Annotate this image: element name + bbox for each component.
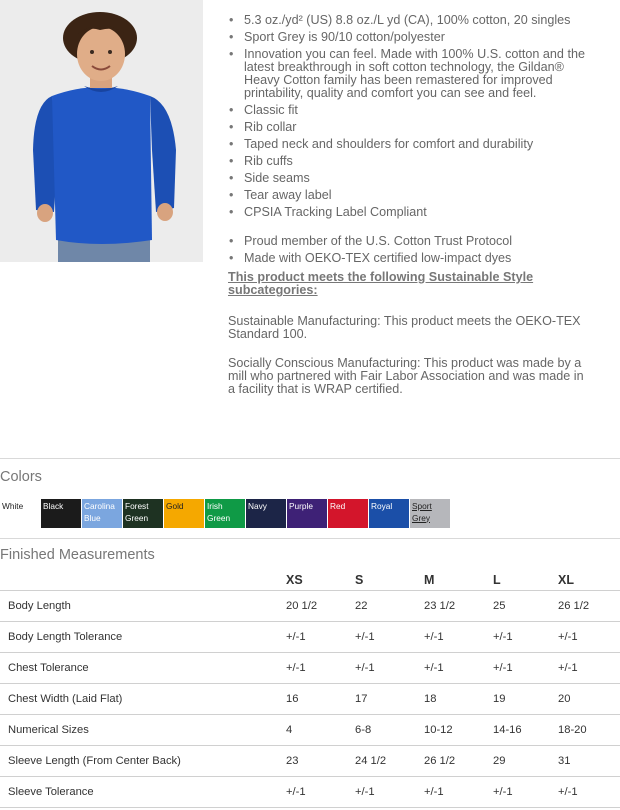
row-label: Chest Tolerance xyxy=(0,653,286,684)
feature-item: • Rib cuffs xyxy=(244,155,590,168)
sustainability-item: • Proud member of the U.S. Cotton Trust Protocol xyxy=(244,235,590,248)
measurement-cell: +/-1 xyxy=(424,622,493,653)
row-label: Chest Width (Laid Flat) xyxy=(0,684,286,715)
measurement-cell: 20 1/2 xyxy=(286,591,355,622)
measurement-cell: 26 1/2 xyxy=(424,746,493,777)
measurement-cell: 23 1/2 xyxy=(424,591,493,622)
color-swatch-label: Royal xyxy=(371,501,393,511)
measurement-cell: +/-1 xyxy=(558,777,620,808)
feature-list xyxy=(228,14,590,219)
feature-item: • Innovation you can feel. Made with 100% U.S. cotton and the latest breakthrough in soft cotton technology, the Gildan® Heavy Cotton family has been remastered for improved printability, quality and comfort you can see and feel. xyxy=(244,48,590,100)
color-swatch-list xyxy=(0,499,451,528)
table-row xyxy=(0,622,620,653)
color-swatch-white[interactable] xyxy=(0,499,40,528)
measurement-cell: 25 xyxy=(493,591,558,622)
table-row xyxy=(0,777,620,808)
color-swatch-label: Purple xyxy=(289,501,313,511)
color-swatch-carolina-blue[interactable] xyxy=(82,499,122,528)
feature-item: • Tear away label xyxy=(244,189,590,202)
feature-item: • Rib collar xyxy=(244,121,590,134)
measurement-cell: 26 1/2 xyxy=(558,591,620,622)
color-swatch-black[interactable] xyxy=(41,499,81,528)
label-column-header xyxy=(0,570,286,591)
color-swatch-royal[interactable] xyxy=(369,499,409,528)
table-row xyxy=(0,684,620,715)
measurement-cell: +/-1 xyxy=(493,622,558,653)
sustainability-item: • Made with OEKO-TEX certified low-impact dyes xyxy=(244,252,590,265)
measurement-cell: 6-8 xyxy=(355,715,424,746)
row-label: Sleeve Length (From Center Back) xyxy=(0,746,286,777)
measurement-cell: +/-1 xyxy=(286,622,355,653)
color-swatch-label: Forest Green xyxy=(125,501,149,523)
color-swatch-sport-grey[interactable] xyxy=(410,499,450,528)
color-swatch-label: Black xyxy=(43,501,64,511)
measurement-cell: +/-1 xyxy=(286,777,355,808)
color-swatch-purple[interactable] xyxy=(287,499,327,528)
size-header-s: S xyxy=(355,570,424,591)
measurement-cell: 19 xyxy=(493,684,558,715)
product-description xyxy=(228,14,590,412)
measurement-cell: 16 xyxy=(286,684,355,715)
measurement-cell: 10-12 xyxy=(424,715,493,746)
color-swatch-irish-green[interactable] xyxy=(205,499,245,528)
size-header-xs: XS xyxy=(286,570,355,591)
measurement-cell: 18 xyxy=(424,684,493,715)
color-swatch-forest-green[interactable] xyxy=(123,499,163,528)
measurement-cell: +/-1 xyxy=(424,653,493,684)
measurements-table xyxy=(0,570,620,808)
row-label: Body Length Tolerance xyxy=(0,622,286,653)
feature-item: • Sport Grey is 90/10 cotton/polyester xyxy=(244,31,590,44)
measurement-cell: 17 xyxy=(355,684,424,715)
size-header-xl: XL xyxy=(558,570,620,591)
table-header-row xyxy=(0,570,620,591)
color-swatch-label: Gold xyxy=(166,501,184,511)
measurement-cell: 31 xyxy=(558,746,620,777)
feature-item: • Side seams xyxy=(244,172,590,185)
sustainability-list xyxy=(228,235,590,265)
measurement-cell: 18-20 xyxy=(558,715,620,746)
size-header-l: L xyxy=(493,570,558,591)
color-swatch-gold[interactable] xyxy=(164,499,204,528)
measurement-cell: +/-1 xyxy=(558,653,620,684)
color-swatch-label: Carolina Blue xyxy=(84,501,115,523)
color-swatch-navy[interactable] xyxy=(246,499,286,528)
measurement-cell: +/-1 xyxy=(355,777,424,808)
measurement-cell: 14-16 xyxy=(493,715,558,746)
feature-item: • Taped neck and shoulders for comfort and durability xyxy=(244,138,590,151)
model-in-royal-longsleeve-image xyxy=(0,0,203,262)
colors-title: Colors xyxy=(0,469,42,485)
row-label: Sleeve Tolerance xyxy=(0,777,286,808)
measurement-cell: +/-1 xyxy=(355,622,424,653)
measurement-cell: 29 xyxy=(493,746,558,777)
measurements-title: Finished Measurements xyxy=(0,547,155,563)
color-swatch-label: Sport Grey xyxy=(412,501,432,523)
measurement-cell: 20 xyxy=(558,684,620,715)
table-row xyxy=(0,746,620,777)
measurement-cell: +/-1 xyxy=(493,777,558,808)
table-row xyxy=(0,653,620,684)
section-divider xyxy=(0,458,620,459)
feature-item: • Classic fit xyxy=(244,104,590,117)
row-label: Numerical Sizes xyxy=(0,715,286,746)
color-swatch-label: White xyxy=(2,501,24,511)
measurement-cell: +/-1 xyxy=(424,777,493,808)
feature-item: • CPSIA Tracking Label Compliant xyxy=(244,206,590,219)
color-swatch-label: Navy xyxy=(248,501,267,511)
measurement-cell: +/-1 xyxy=(558,622,620,653)
table-row xyxy=(0,715,620,746)
color-swatch-red[interactable] xyxy=(328,499,368,528)
size-header-m: M xyxy=(424,570,493,591)
sustainable-manufacturing-text: Sustainable Manufacturing: This product meets the OEKO-TEX Standard 100. xyxy=(228,314,581,341)
section-divider xyxy=(0,538,620,539)
measurement-cell: 24 1/2 xyxy=(355,746,424,777)
measurement-cell: 23 xyxy=(286,746,355,777)
product-photo xyxy=(0,0,203,262)
measurement-cell: 4 xyxy=(286,715,355,746)
color-swatch-label: Irish Green xyxy=(207,501,231,523)
sustainable-style-heading: This product meets the following Sustainable Style subcategories: xyxy=(228,270,534,297)
measurement-cell: 22 xyxy=(355,591,424,622)
color-swatch-label: Red xyxy=(330,501,346,511)
row-label: Body Length xyxy=(0,591,286,622)
socially-conscious-text: Socially Conscious Manufacturing: This product was made by a mill who partnered with Fair Labor Association and was made in a facility that is WRAP certified. xyxy=(228,356,584,396)
measurement-cell: +/-1 xyxy=(286,653,355,684)
measurement-cell: +/-1 xyxy=(493,653,558,684)
table-row xyxy=(0,591,620,622)
feature-item: • 5.3 oz./yd² (US) 8.8 oz./L yd (CA), 100% cotton, 20 singles xyxy=(244,14,590,27)
measurement-cell: +/-1 xyxy=(355,653,424,684)
